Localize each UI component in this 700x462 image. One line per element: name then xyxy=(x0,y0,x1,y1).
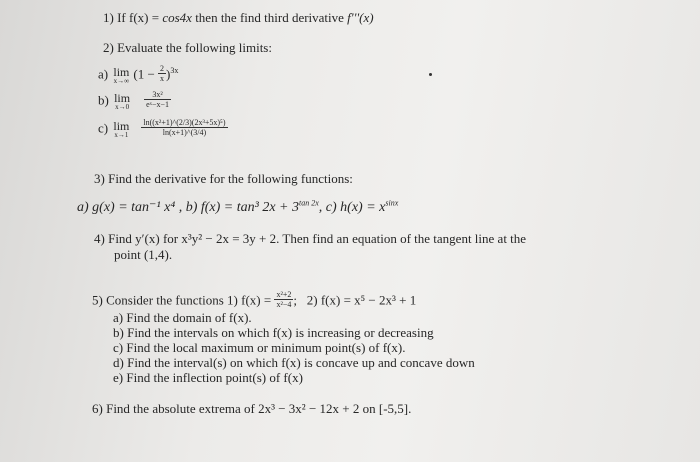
q5-fraction xyxy=(274,290,293,309)
q6-text: Find the absolute extrema of 2x³ − 3x² − 12x + 2 on [-5,5]. xyxy=(106,401,412,416)
limit-c-sub: x→1 xyxy=(114,131,129,139)
limit-c-num: ln((x²+1)^(2/3)(2x³+5x)⁵) xyxy=(143,118,226,127)
limit-a-fraction xyxy=(158,64,166,83)
q5-item-c xyxy=(113,340,405,355)
q1-expression: cos4x xyxy=(162,10,192,25)
q2-text: Evaluate the following limits: xyxy=(117,40,272,55)
q5-item-e-label: e) xyxy=(113,370,124,385)
limit-a-operator xyxy=(113,66,129,85)
limit-a-num: 2 xyxy=(160,64,165,73)
limit-a-body: (1 − xyxy=(133,66,159,82)
stray-dot-mark xyxy=(429,73,432,76)
limit-a-den: x xyxy=(160,74,165,83)
q5-item-e xyxy=(113,370,303,385)
q4-line1: Find y′(x) for x³y² − 2x = 3y + 2. Then find an equation of the tangent line at the xyxy=(108,231,527,246)
q5-intro: Consider the functions 1) f(x) = xyxy=(106,292,275,308)
q1-text-a: If f(x) = xyxy=(117,10,163,25)
limit-c-fraction xyxy=(141,118,227,137)
question-2 xyxy=(103,40,272,55)
q5-item-c-label: c) xyxy=(113,340,124,355)
limit-b-sub: x→0 xyxy=(115,103,130,111)
q4-line2-wrap xyxy=(114,247,172,262)
q5-function-2: 2) f(x) = x⁵ − 2x³ + 1 xyxy=(306,292,417,308)
q5-number: 5) xyxy=(92,292,103,308)
limit-b-operator xyxy=(114,92,130,111)
limit-b-den: eˣ−x−1 xyxy=(146,100,169,109)
q5-item-b xyxy=(113,325,434,340)
q5-item-d xyxy=(113,355,475,370)
q5-item-c-text: Find the local maximum or minimum point(s) of f(x). xyxy=(126,340,406,355)
limit-b xyxy=(98,92,171,111)
limit-c-lim: lim xyxy=(113,119,130,133)
limit-a-close: ) xyxy=(166,66,171,82)
q3-func-c-power: sinx xyxy=(385,198,399,208)
q5-item-a-label: a) xyxy=(113,310,124,325)
q3-functions xyxy=(77,200,398,215)
question-1 xyxy=(103,10,374,25)
limit-b-label: b) xyxy=(98,92,109,108)
q5-item-d-label: d) xyxy=(113,355,124,370)
q1-text-b: then the find third derivative xyxy=(191,10,348,25)
question-3 xyxy=(94,171,353,186)
q5-item-d-text: Find the interval(s) on which f(x) is concave up and concave down xyxy=(127,355,475,370)
q3-func-a: a) g(x) = tan⁻¹ x⁴ , xyxy=(77,200,183,215)
q5-item-e-text: Find the inflection point(s) of f(x) xyxy=(126,370,303,385)
q6-number: 6) xyxy=(92,401,103,416)
q5-frac-num: x²+2 xyxy=(276,290,292,299)
question-5 xyxy=(92,292,416,311)
limit-c-label: c) xyxy=(98,120,109,136)
limit-b-fraction xyxy=(144,90,171,109)
limit-a xyxy=(98,66,178,85)
q4-number: 4) xyxy=(94,231,105,246)
q3-text: Find the derivative for the following functions: xyxy=(108,171,353,186)
q5-item-b-text: Find the intervals on which f(x) is increasing or decreasing xyxy=(127,325,434,340)
q1-number: 1) xyxy=(103,10,114,25)
q5-item-b-label: b) xyxy=(113,325,124,340)
q3-func-b: b) f(x) = tan³ 2x + 3 xyxy=(185,200,300,215)
limit-c xyxy=(98,120,228,139)
question-4 xyxy=(94,231,526,246)
q5-frac-den: x²−4 xyxy=(276,300,292,309)
q5-item-a-text: Find the domain of f(x). xyxy=(126,310,252,325)
q3-number: 3) xyxy=(94,171,105,186)
question-6 xyxy=(92,401,411,416)
q2-number: 2) xyxy=(103,40,114,55)
limit-b-lim: lim xyxy=(114,91,131,105)
q1-derivative: f'''(x) xyxy=(347,10,374,25)
limit-c-den: ln(x+1)^(3/4) xyxy=(162,128,207,137)
q3-func-b-power: tan 2x xyxy=(299,198,319,208)
limit-b-num: 3x² xyxy=(144,90,171,100)
q3-func-c: , c) h(x) = x xyxy=(318,200,386,215)
limit-a-power: 3x xyxy=(170,66,179,76)
limit-a-sub: x→∞ xyxy=(113,77,130,85)
q5-separator: ; xyxy=(293,292,297,308)
limit-a-lim: lim xyxy=(113,65,130,79)
limit-a-label: a) xyxy=(98,66,109,82)
limit-c-operator xyxy=(113,120,129,139)
q5-item-a xyxy=(113,310,252,325)
q4-line2: point (1,4). xyxy=(114,247,173,262)
